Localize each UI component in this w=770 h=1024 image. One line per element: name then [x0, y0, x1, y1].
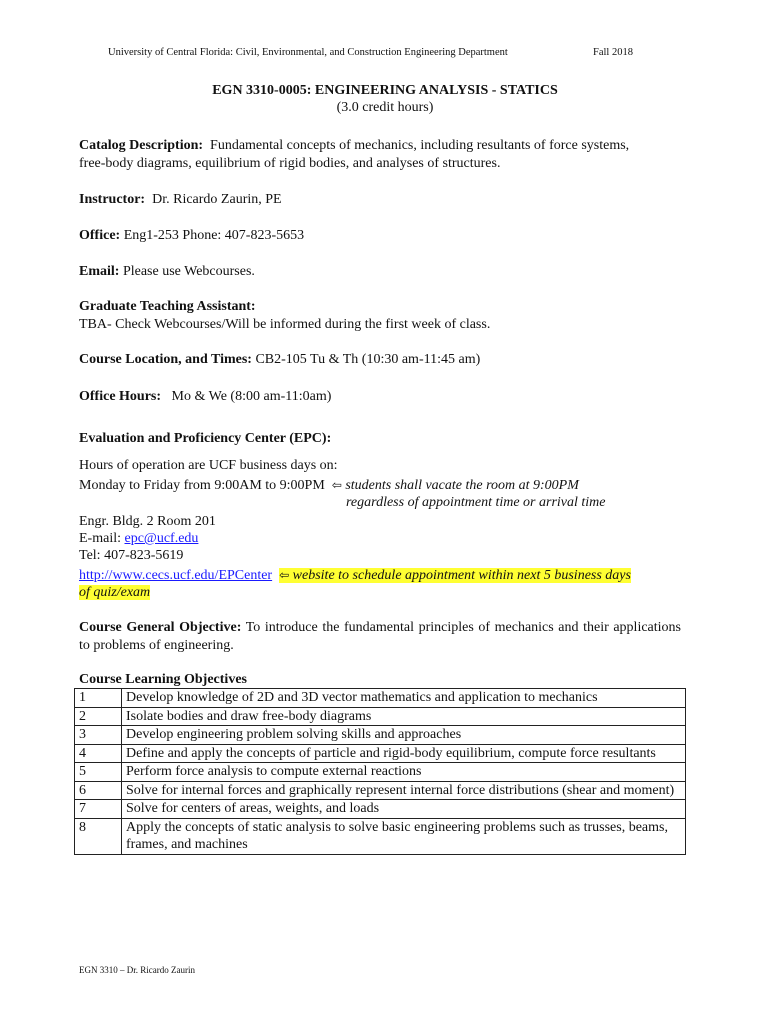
- header-term: Fall 2018: [593, 47, 633, 58]
- epc-email-line: [79, 530, 198, 548]
- epc-tel: Tel: 407-823-5619: [79, 548, 184, 563]
- office-hours-label: Office Hours:: [79, 389, 162, 404]
- epc-url-line: [79, 566, 631, 585]
- table-row: 1 Develop knowledge of 2D and 3D vector mathematics and application to mechanics: [75, 689, 686, 708]
- catalog-label: Catalog Description:: [79, 138, 204, 153]
- instructor-name: Dr. Ricardo Zaurin, PE: [152, 192, 282, 207]
- table-row: 2 Isolate bodies and draw free-body diagrams: [75, 707, 686, 726]
- table-row: 3 Develop engineering problem solving skills and approaches: [75, 726, 686, 745]
- office-value: Eng1-253 Phone: 407-823-5653: [123, 228, 305, 243]
- table-row: 5 Perform force analysis to compute external reactions: [75, 763, 686, 782]
- header-institution: University of Central Florida: Civil, Environmental, and Construction Engineering Department: [108, 47, 508, 58]
- catalog-text-2: free-body diagrams, equilibrium of rigid bodies, and analyses of structures.: [79, 156, 501, 171]
- epc-room: Engr. Bldg. 2 Room 201: [79, 514, 216, 529]
- epc-website-link[interactable]: http://www.cecs.ucf.edu/EPCenter: [79, 568, 273, 583]
- email-label: Email:: [79, 264, 120, 279]
- location-label: Course Location, and Times:: [79, 352, 252, 367]
- email-value: Please use Webcourses.: [122, 264, 255, 279]
- page-footer: EGN 3310 – Dr. Ricardo Zaurin: [79, 965, 195, 975]
- epc-url-note: ⇦ website to schedule appointment within next 5 business days: [279, 568, 631, 583]
- epc-hours: Monday to Friday from 9:00AM to 9:00PM: [79, 478, 325, 493]
- epc-hours-line: [79, 476, 579, 495]
- gta-label: Graduate Teaching Assistant:: [79, 299, 256, 314]
- epc-email-label: E-mail:: [79, 531, 121, 546]
- epc-email-link[interactable]: epc@ucf.edu: [124, 531, 199, 546]
- location-line: [79, 351, 480, 369]
- email-line: [79, 263, 255, 281]
- general-objective: [79, 619, 681, 655]
- catalog-line-1: [79, 137, 629, 155]
- office-hours-value: Mo & We (8:00 am-11:0am): [171, 389, 332, 404]
- epc-heading: Evaluation and Proficiency Center (EPC):: [79, 431, 332, 446]
- instructor-line: [79, 191, 282, 209]
- learning-objectives-heading: Course Learning Objectives: [79, 672, 247, 687]
- general-objective-text: To introduce the fundamental principles of mechanics and their applications to problems of engineering.: [79, 620, 681, 653]
- epc-hours-intro: Hours of operation are UCF business days on:: [79, 458, 338, 473]
- table-row: 6 Solve for internal forces and graphically represent internal force distributions (shear and moment): [75, 781, 686, 800]
- office-label: Office:: [79, 228, 121, 243]
- instructor-label: Instructor:: [79, 192, 146, 207]
- general-objective-label: Course General Objective:: [79, 620, 242, 635]
- table-row: 7 Solve for centers of areas, weights, and loads: [75, 800, 686, 819]
- table-row: 8 Apply the concepts of static analysis to solve basic engineering problems such as trusses, beams, frames, and machines: [75, 818, 686, 854]
- epc-url-note-2: of quiz/exam: [79, 585, 151, 600]
- office-line: [79, 227, 304, 245]
- office-hours-line: [79, 388, 331, 406]
- epc-vacate-note: students shall vacate the room at 9:00PM: [345, 478, 579, 493]
- credit-hours: (3.0 credit hours): [336, 100, 434, 115]
- course-title: EGN 3310-0005: ENGINEERING ANALYSIS - STATICS: [212, 83, 558, 98]
- epc-vacate-note-2: regardless of appointment time or arrival time: [346, 495, 606, 510]
- location-value: CB2-105 Tu & Th (10:30 am-11:45 am): [255, 352, 481, 367]
- catalog-text-1: Fundamental concepts of mechanics, including resultants of force systems,: [210, 138, 630, 153]
- learning-objectives-table: [74, 688, 686, 855]
- left-arrow-icon: ⇦: [331, 478, 342, 492]
- gta-value: TBA- Check Webcourses/Will be informed during the first week of class.: [79, 317, 491, 332]
- left-arrow-icon: ⇦: [279, 568, 290, 582]
- table-row: 4 Define and apply the concepts of particle and rigid-body equilibrium, compute force resultants: [75, 744, 686, 763]
